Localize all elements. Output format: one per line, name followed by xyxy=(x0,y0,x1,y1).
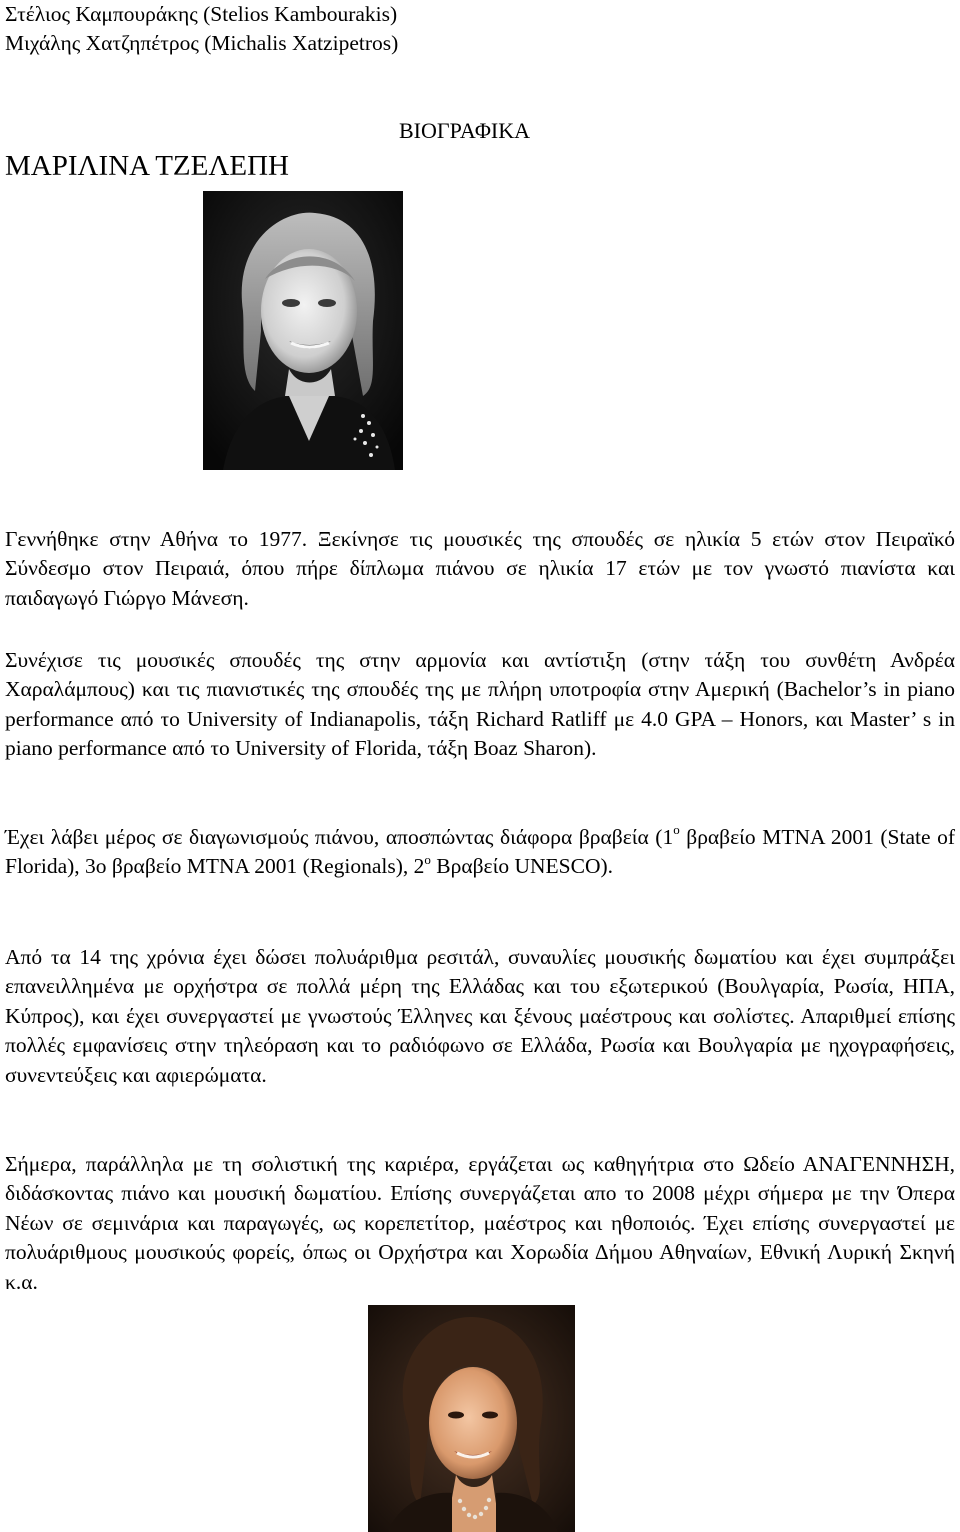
bio-paragraph-3-part-b: βραβείο MTNA 2001 (State of Florida), 3ο βραβείο MTNA 2001 (Regionals), 2 xyxy=(5,824,955,878)
bio-paragraph-2: Συνέχισε τις μουσικές σπουδές της στην αρμονία και αντίστιξη (στην τάξη του συνθέτη Ανδρέα Χαραλάμπους) και τις πιανιστικές της σπουδές της με πλήρη υποτροφία στην Αμερική (Bachelor’s in piano performance από το University of Indianapolis, τάξη Richard Ratliff με 4.0 GPA – Honors, και Master’ s in piano performance από το University of Florida, τάξη Boaz Sharon). xyxy=(5,647,955,760)
author-line-1: Στέλιος Καμπουράκης (Stelios Kambourakis) xyxy=(5,2,398,26)
bio-paragraph-4: Από τα 14 της χρόνια έχει δώσει πολυάριθμα ρεσιτάλ, συναυλίες μουσικής δωματίου και έχει συμπράξει επανειλλημένα με ορχήστρα σε πολλά μέρη της Ελλάδας και του εξωτερικού (Βουλγαρία, Ρωσία, ΗΠΑ, Κύπρος), και έχει συνεργαστεί με γνωστούς Έλληνες και ξένους μαέστρους και σολίστες. Απαριθμεί επίσης πολλές εμφανίσεις στην τηλεόραση και το ραδιόφωνο σε Ελλάδα, Ρωσία και Βουλγαρία με ηχογραφήσεις, συνεντεύξεις και αφιερώματα. xyxy=(5,944,955,1087)
bio-paragraph-3-part-a: Έχει λάβει μέρος σε διαγωνισμούς πιάνου, αποσπώντας διάφορα βραβεία (1 xyxy=(5,824,674,849)
ordinal-superscript: ο xyxy=(673,822,680,838)
ordinal-superscript: ο xyxy=(424,851,431,867)
bio-paragraph-5: Σήμερα, παράλληλα με τη σολιστική της καριέρα, εργάζεται ως καθηγήτρια στο Ωδείο ΑΝΑΓΕΝΝΗΣΗ, διδάσκοντας πιάνο και μουσική δωματίου. Επίσης συνεργάζεται απο το 2008 μέχρι σήμερα με την Όπερα Νέων σε σεμινάρια και παραγωγές, ως κορεπετίτορ, μαέστρος και ηθοποιός. Έχει επίσης συνεργαστεί με πολυάριθμους μουσικούς φορείς, όπως οι Ορχήστρα και Χορωδία Δήμου Αθηναίων, Εθνική Λυρική Σκηνή κ.α. xyxy=(5,1151,955,1294)
author-line-2: Μιχάλης Χατζηπέτρος (Michalis Xatzipetros) xyxy=(5,31,399,55)
bio-paragraph-3-part-c: Βραβείο UNESCO). xyxy=(430,854,614,878)
portrait-photo xyxy=(203,191,403,470)
section-title: ΒΙΟΓΡΑΦΙΚΑ xyxy=(399,118,531,143)
bio-paragraph-1: Γεννήθηκε στην Αθήνα το 1977. Ξεκίνησε τις μουσικές της σπουδές σε ηλικία 5 ετών στον Πειραϊκό Σύνδεσμο στον Πειραιά, όπου πήρε δίπλωμα πιάνου σε ηλικία 17 ετών με τον γνωστό πιανίστα και παιδαγωγό Γιώργο Μάνεση. xyxy=(5,526,955,610)
portrait-photo-color xyxy=(368,1305,575,1532)
bio-paragraph-3 xyxy=(5,823,955,882)
person-name: ΜΑΡΙΛΙΝΑ ΤΖΕΛΕΠΗ xyxy=(5,150,289,182)
